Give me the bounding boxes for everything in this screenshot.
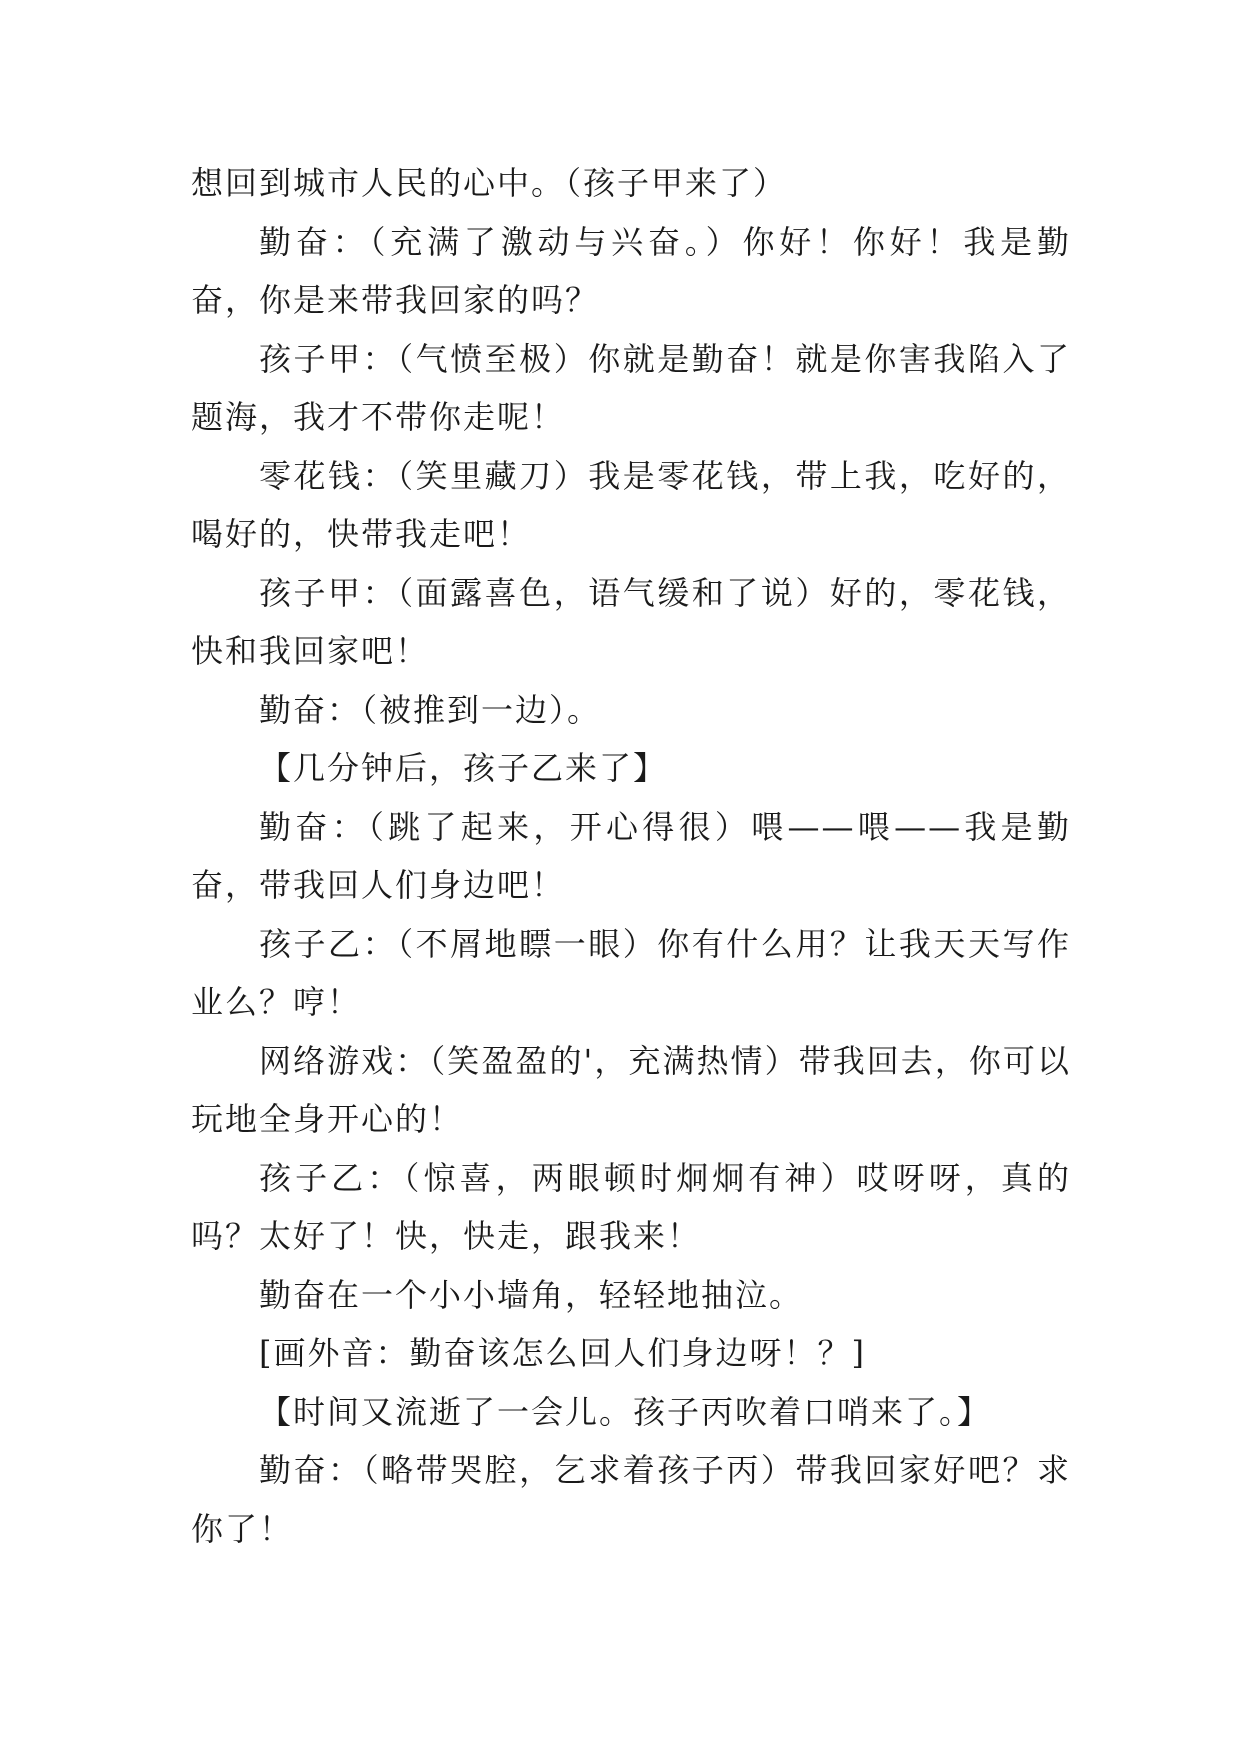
paragraph-10: 网络游戏：（笑盈盈的'，充满热情）带我回去，你可以玩地全身开心的！ — [191, 1041, 1071, 1138]
paragraph-12: 勤奋在一个小小墙角，轻轻地抽泣。 — [259, 1275, 804, 1314]
paragraph-3: 孩子甲：（气愤至极）你就是勤奋！就是你害我陷入了题海，我才不带你走呢！ — [191, 339, 1071, 436]
paragraph-4: 零花钱：（笑里藏刀）我是零花钱，带上我，吃好的，喝好的，快带我走吧！ — [191, 456, 1071, 553]
paragraph-13: [画外音：勤奋该怎么回人们身边呀！？] — [259, 1334, 866, 1372]
paragraph-9: 孩子乙：（不屑地瞟一眼）你有什么用？让我天天写作业么？哼！ — [191, 924, 1071, 1021]
paragraph-15: 勤奋：（略带哭腔，乞求着孩子丙）带我回家好吧？求你了！ — [191, 1451, 1071, 1548]
paragraph-1: 想回到城市人民的心中。（孩子甲来了） — [191, 164, 788, 202]
paragraph-14: 【时间又流逝了一会儿。孩子丙吹着口哨来了。】 — [259, 1392, 992, 1431]
paragraph-8: 勤奋：（跳了起来，开心得很）喂——喂——我是勤奋，带我回人们身边吧！ — [191, 807, 1071, 904]
paragraph-6: 勤奋：（被推到一边）。 — [259, 690, 602, 729]
paragraph-11: 孩子乙：（惊喜，两眼顿时炯炯有神）哎呀呀，真的吗？太好了！快，快走，跟我来！ — [191, 1158, 1071, 1255]
paragraph-5: 孩子甲：（面露喜色，语气缓和了说）好的，零花钱，快和我回家吧！ — [191, 573, 1071, 670]
paragraph-7: 【几分钟后，孩子乙来了】 — [259, 749, 668, 787]
paragraph-2: 勤奋：（充满了激动与兴奋。）你好！你好！我是勤奋，你是来带我回家的吗？ — [191, 222, 1071, 319]
document-body — [191, 154, 1071, 1558]
